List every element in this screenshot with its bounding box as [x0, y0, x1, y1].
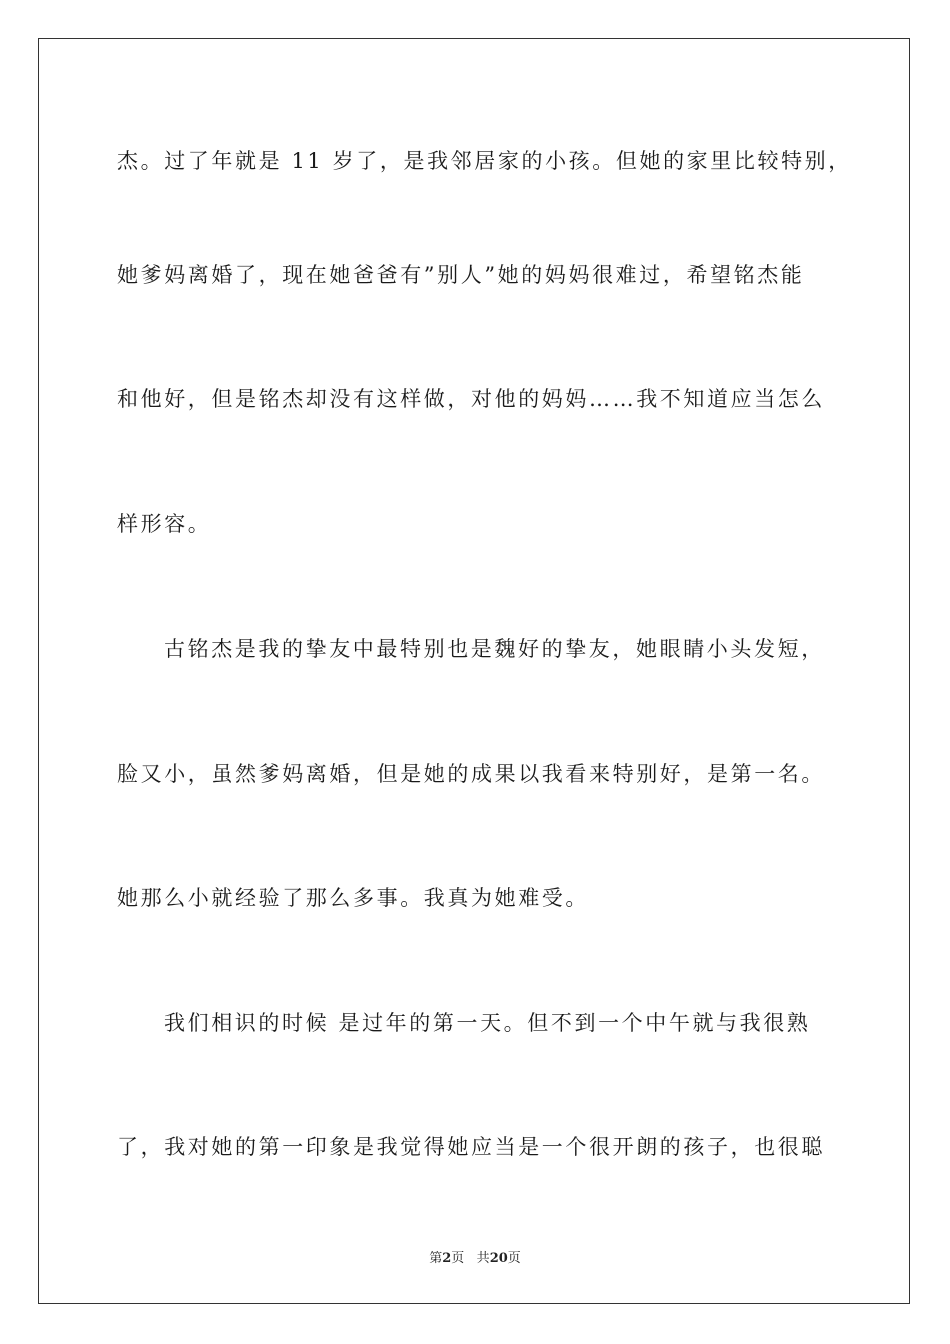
paragraph-line-2: 她爹妈离婚了，现在她爸爸有”别人”她的妈妈很难过，希望铭杰能 — [117, 263, 805, 287]
page-current: 2 — [442, 1251, 452, 1266]
paragraph-line-4: 样形容。 — [117, 512, 212, 536]
paragraph-line-8: 我们相识的时候 是过年的第一天。但不到一个中午就与我很熟 — [164, 1011, 811, 1035]
total-prefix: 共 — [476, 1251, 490, 1266]
page-number-footer — [0, 1247, 950, 1266]
paragraph-line-7: 她那么小就经验了那么多事。我真为她难受。 — [117, 886, 589, 910]
page-suffix: 页 — [451, 1251, 465, 1266]
paragraph-line-3: 和他好，但是铭杰却没有这样做，对他的妈妈……我不知道应当怎么 — [117, 387, 825, 411]
paragraph-line-9: 了，我对她的第一印象是我觉得她应当是一个很开朗的孩子，也很聪 — [117, 1135, 825, 1159]
paragraph-line-6: 脸又小，虽然爹妈离婚，但是她的成果以我看来特别好，是第一名。 — [117, 762, 825, 786]
page-total: 20 — [489, 1251, 508, 1266]
paragraph-line-5: 古铭杰是我的挚友中最特别也是魏好的挚友，她眼睛小头发短， — [164, 637, 825, 661]
page-prefix: 第 — [429, 1251, 443, 1266]
page-border — [38, 38, 910, 1304]
paragraph-line-1: 杰。过了年就是 11 岁了，是我邻居家的小孩。但她的家里比较特别， — [117, 149, 852, 173]
total-suffix: 页 — [507, 1251, 521, 1266]
